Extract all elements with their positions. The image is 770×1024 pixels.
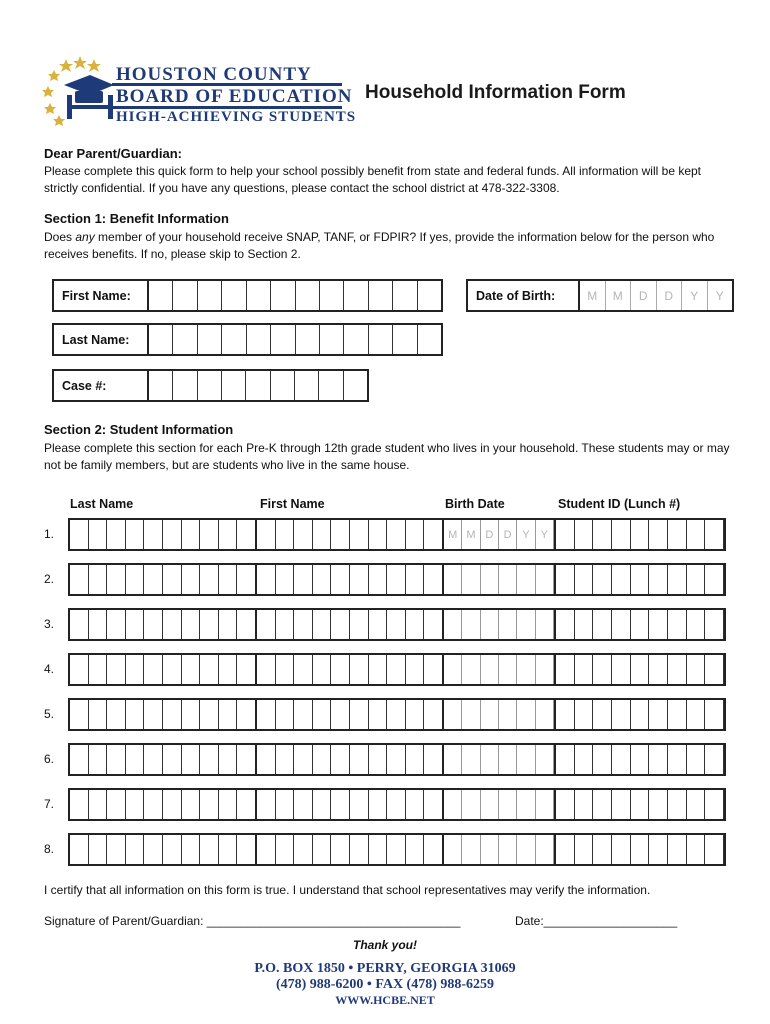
- student-last-name-field[interactable]: [70, 520, 257, 549]
- benefit-dob-field[interactable]: [466, 279, 734, 312]
- student-last-name-field[interactable]: [70, 565, 257, 594]
- section1-heading: Section 1: Benefit Information: [44, 211, 229, 226]
- dob-digit-cell[interactable]: M: [580, 281, 606, 310]
- student-row[interactable]: [68, 518, 726, 551]
- dob-digit-cell[interactable]: M: [606, 281, 632, 310]
- dob-digit-cell[interactable]: Y: [715, 288, 724, 303]
- certify-statement: I certify that all information on this form is true. I understand that school representatives may verify the information.: [44, 883, 651, 897]
- dob-digit-cell[interactable]: Y: [682, 281, 708, 310]
- student-first-name-field[interactable]: [257, 835, 444, 864]
- student-birth-date-field[interactable]: [444, 565, 556, 594]
- first-name-label: First Name:: [54, 281, 149, 310]
- student-last-name-field[interactable]: [70, 745, 257, 774]
- logo-line-2: BOARD OF EDUCATION: [116, 86, 353, 107]
- student-last-name-field[interactable]: [70, 655, 257, 684]
- footer-website: WWW.HCBE.NET: [335, 993, 435, 1007]
- student-row[interactable]: [68, 653, 726, 686]
- col-first-name: First Name: [260, 497, 325, 511]
- student-last-name-field[interactable]: [70, 835, 257, 864]
- row-number: 8.: [44, 842, 55, 856]
- row-number: 3.: [44, 617, 55, 631]
- student-row[interactable]: [68, 788, 726, 821]
- district-logo: [42, 53, 357, 127]
- footer-address: P.O. BOX 1850 • PERRY, GEORGIA 31069: [254, 961, 516, 976]
- case-label: Case #:: [54, 371, 149, 400]
- student-first-name-field[interactable]: [257, 610, 444, 639]
- greeting: Dear Parent/Guardian:: [44, 146, 182, 161]
- student-birth-date-field[interactable]: [444, 835, 556, 864]
- col-birth-date: Birth Date: [445, 497, 505, 511]
- dob-digit-cell[interactable]: D: [631, 281, 657, 310]
- student-last-name-field[interactable]: [70, 790, 257, 819]
- student-last-name-field[interactable]: [70, 610, 257, 639]
- row-number: 6.: [44, 752, 55, 766]
- student-last-name-field[interactable]: [70, 700, 257, 729]
- section2-heading: Section 2: Student Information: [44, 422, 234, 437]
- row-number: 1.: [44, 527, 55, 541]
- benefit-last-name-field[interactable]: [52, 323, 443, 356]
- student-birth-date-field[interactable]: [444, 655, 556, 684]
- student-first-name-field[interactable]: [257, 655, 444, 684]
- student-birth-date-field[interactable]: [444, 700, 556, 729]
- student-birth-date-field[interactable]: [444, 610, 556, 639]
- student-birth-date-field[interactable]: [444, 790, 556, 819]
- logo-line-3: HIGH-ACHIEVING STUDENTS: [116, 109, 357, 125]
- dob-digit-cell[interactable]: D: [657, 281, 683, 310]
- student-id-field[interactable]: [556, 835, 724, 864]
- section1-question: Does any member of your household receive SNAP, TANF, or FDPIR? If yes, provide the information below for the person who receives benefits. If no, please skip to Section 2.: [44, 230, 715, 261]
- last-name-label: Last Name:: [54, 325, 149, 354]
- row-number: 7.: [44, 797, 55, 811]
- student-id-field[interactable]: [556, 790, 724, 819]
- dob-label: Date of Birth:: [468, 281, 580, 310]
- student-birth-date-field[interactable]: [444, 745, 556, 774]
- student-first-name-field[interactable]: [257, 790, 444, 819]
- logo-line-1: HOUSTON COUNTY: [116, 64, 312, 85]
- student-first-name-field[interactable]: [257, 700, 444, 729]
- col-last-name: Last Name: [70, 497, 134, 511]
- section2-instructions: Please complete this section for each Pre-K through 12th grade student who lives in your household. These students may or may not be family members, but are students who live in the same house.: [44, 441, 730, 472]
- intro-paragraph: Please complete this quick form to help your school possibly benefit from state and federal funds. All information will be kept strictly confidential. If you have any questions, please contact the school district at 478-322-3308.: [44, 164, 702, 195]
- student-row[interactable]: [68, 698, 726, 731]
- student-row[interactable]: [68, 833, 726, 866]
- student-row[interactable]: [68, 608, 726, 641]
- thank-you: Thank you!: [352, 938, 417, 952]
- student-first-name-field[interactable]: [257, 520, 444, 549]
- student-row[interactable]: [68, 563, 726, 596]
- footer-phone: (478) 988-6200 • FAX (478) 988-6259: [275, 977, 495, 992]
- student-birth-date-field[interactable]: M M D D Y Y: [444, 520, 556, 549]
- student-id-field[interactable]: [556, 520, 724, 549]
- benefit-case-number-field[interactable]: [52, 369, 369, 402]
- form-title: Household Information Form: [365, 82, 626, 103]
- student-id-field[interactable]: [556, 565, 724, 594]
- student-first-name-field[interactable]: [257, 565, 444, 594]
- signature-field[interactable]: Signature of Parent/Guardian: ______________________________________: [44, 914, 461, 928]
- graduation-cap-emblem-icon: [42, 53, 116, 127]
- row-number: 5.: [44, 707, 55, 721]
- student-id-field[interactable]: [556, 745, 724, 774]
- student-id-field[interactable]: [556, 655, 724, 684]
- student-id-field[interactable]: [556, 700, 724, 729]
- student-row[interactable]: [68, 743, 726, 776]
- student-first-name-field[interactable]: [257, 745, 444, 774]
- benefit-first-name-field[interactable]: [52, 279, 443, 312]
- row-number: 2.: [44, 572, 55, 586]
- col-student-id: Student ID (Lunch #): [558, 497, 681, 511]
- date-field[interactable]: Date:____________________: [515, 914, 678, 928]
- row-number: 4.: [44, 662, 55, 676]
- student-id-field[interactable]: [556, 610, 724, 639]
